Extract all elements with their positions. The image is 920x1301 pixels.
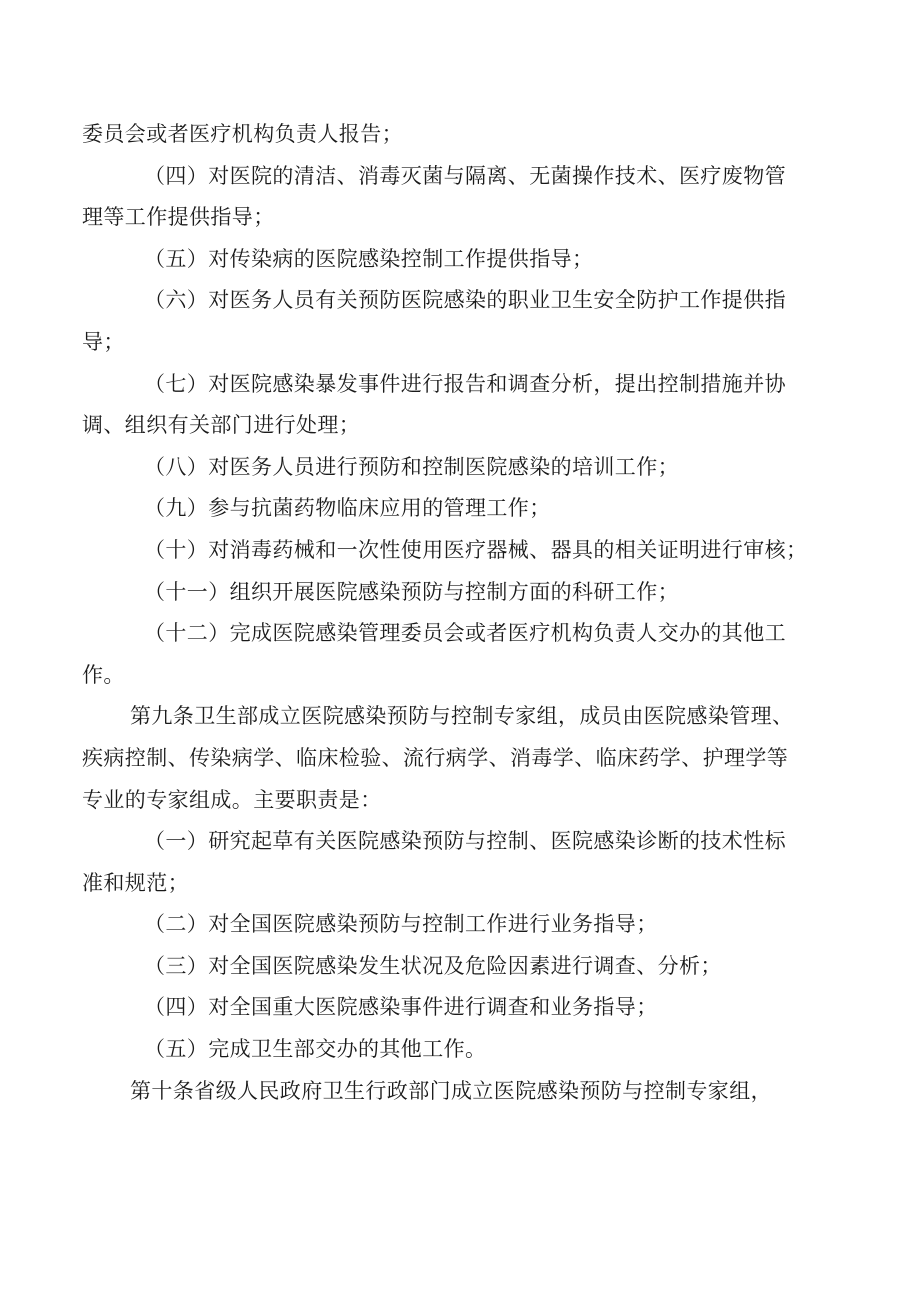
text-line: 准和规范；	[82, 870, 189, 895]
text-line: （五）对传染病的医院感染控制工作提供指导；	[144, 246, 594, 271]
text-line: （十二）完成医院感染管理委员会或者医疗机构负责人交办的其他工	[144, 621, 786, 646]
text-line: 导；	[82, 329, 125, 354]
text-line: （二）对全国医院感染预防与控制工作进行业务指导；	[144, 912, 658, 937]
text-line: （四）对医院的清洁、消毒灭菌与隔离、无菌操作技术、医疗废物管	[144, 163, 786, 188]
text-line: 专业的专家组成。主要职责是：	[82, 787, 382, 812]
article-line: 第十条省级人民政府卫生行政部门成立医院感染预防与控制专家组，	[130, 1078, 772, 1103]
text-line: （五）完成卫生部交办的其他工作。	[144, 1037, 487, 1062]
text-line: （九）参与抗菌药物临床应用的管理工作；	[144, 496, 551, 521]
text-line: （一）研究起草有关医院感染预防与控制、医院感染诊断的技术性标	[144, 829, 786, 854]
document-body	[82, 114, 852, 1112]
text-line: （六）对医务人员有关预防医院感染的职业卫生安全防护工作提供指	[144, 288, 786, 313]
text-line: （四）对全国重大医院感染事件进行调查和业务指导；	[144, 995, 658, 1020]
text-line: 调、组织有关部门进行处理；	[82, 413, 361, 438]
text-line: （八）对医务人员进行预防和控制医院感染的培训工作；	[144, 454, 679, 479]
article-line: 第九条卫生部成立医院感染预防与控制专家组，成员由医院感染管理、	[130, 704, 794, 729]
text-line: （三）对全国医院感染发生状况及危险因素进行调查、分析；	[144, 953, 722, 978]
text-line: 作。	[82, 662, 125, 687]
text-line: 理等工作提供指导；	[82, 205, 275, 230]
text-line: （十）对消毒药械和一次性使用医疗器械、器具的相关证明进行审核；	[144, 537, 808, 562]
text-line: 疾病控制、传染病学、临床检验、流行病学、消毒学、临床药学、护理学等	[82, 745, 789, 770]
text-line: （十一）组织开展医院感染预防与控制方面的科研工作；	[144, 579, 679, 604]
text-line: 委员会或者医疗机构负责人报告；	[82, 122, 403, 146]
text-line: （七）对医院感染暴发事件进行报告和调查分析，提出控制措施并协	[144, 371, 786, 396]
